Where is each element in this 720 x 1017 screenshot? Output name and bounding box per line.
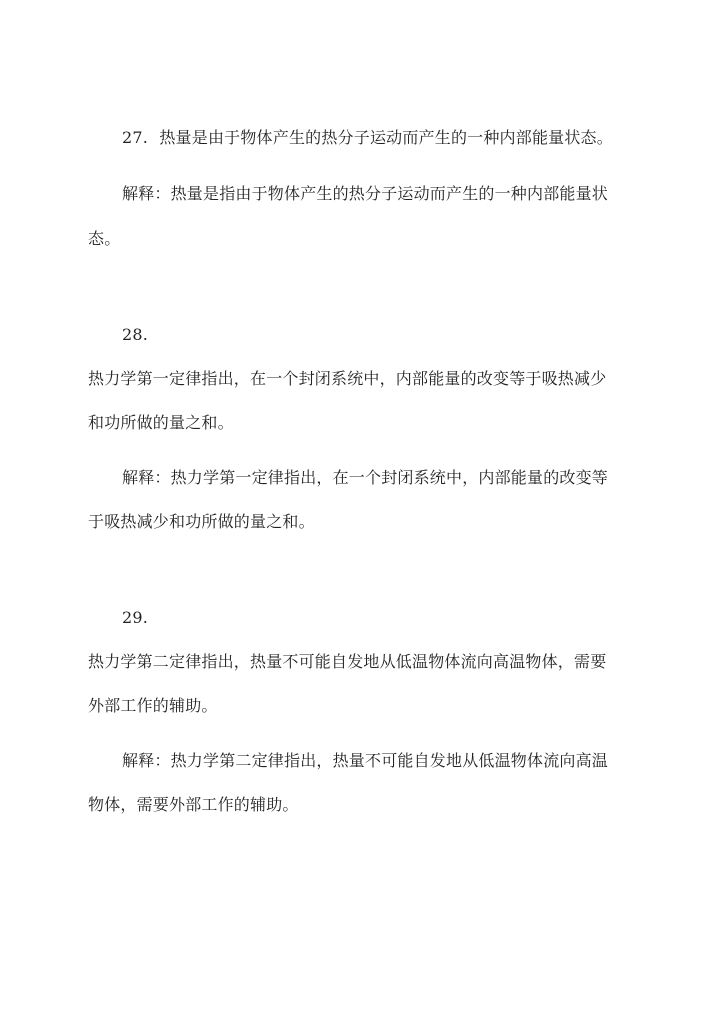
item-28-number: 28.	[122, 325, 149, 344]
item-27-explanation-line-2: 态。	[88, 229, 121, 248]
item-29-explanation-line-2: 物体，需要外部工作的辅助。	[88, 795, 299, 814]
item-29-statement-line-2: 外部工作的辅助。	[88, 696, 218, 715]
item-29-statement-line-1: 热力学第二定律指出，热量不可能自发地从低温物体流向高温物体，需要	[88, 652, 607, 671]
item-29-number: 29.	[122, 608, 149, 627]
item-28-statement-line-2: 和功所做的量之和。	[88, 413, 234, 432]
item-27-explanation-line-1: 解释：热量是指由于物体产生的热分子运动而产生的一种内部能量状	[122, 184, 609, 203]
item-28-statement-line-1: 热力学第一定律指出，在一个封闭系统中，内部能量的改变等于吸热减少	[88, 369, 607, 388]
item-28-explanation-line-2: 于吸热减少和功所做的量之和。	[88, 512, 315, 531]
item-27-statement: 热量是由于物体产生的热分子运动而产生的一种内部能量状态。	[159, 128, 613, 147]
item-27-number: 27.	[122, 128, 149, 147]
item-29-explanation-line-1: 解释：热力学第二定律指出，热量不可能自发地从低温物体流向高温	[122, 751, 609, 770]
item-27-heading	[122, 128, 682, 148]
item-28-explanation-line-1: 解释：热力学第一定律指出，在一个封闭系统中，内部能量的改变等	[122, 468, 609, 487]
